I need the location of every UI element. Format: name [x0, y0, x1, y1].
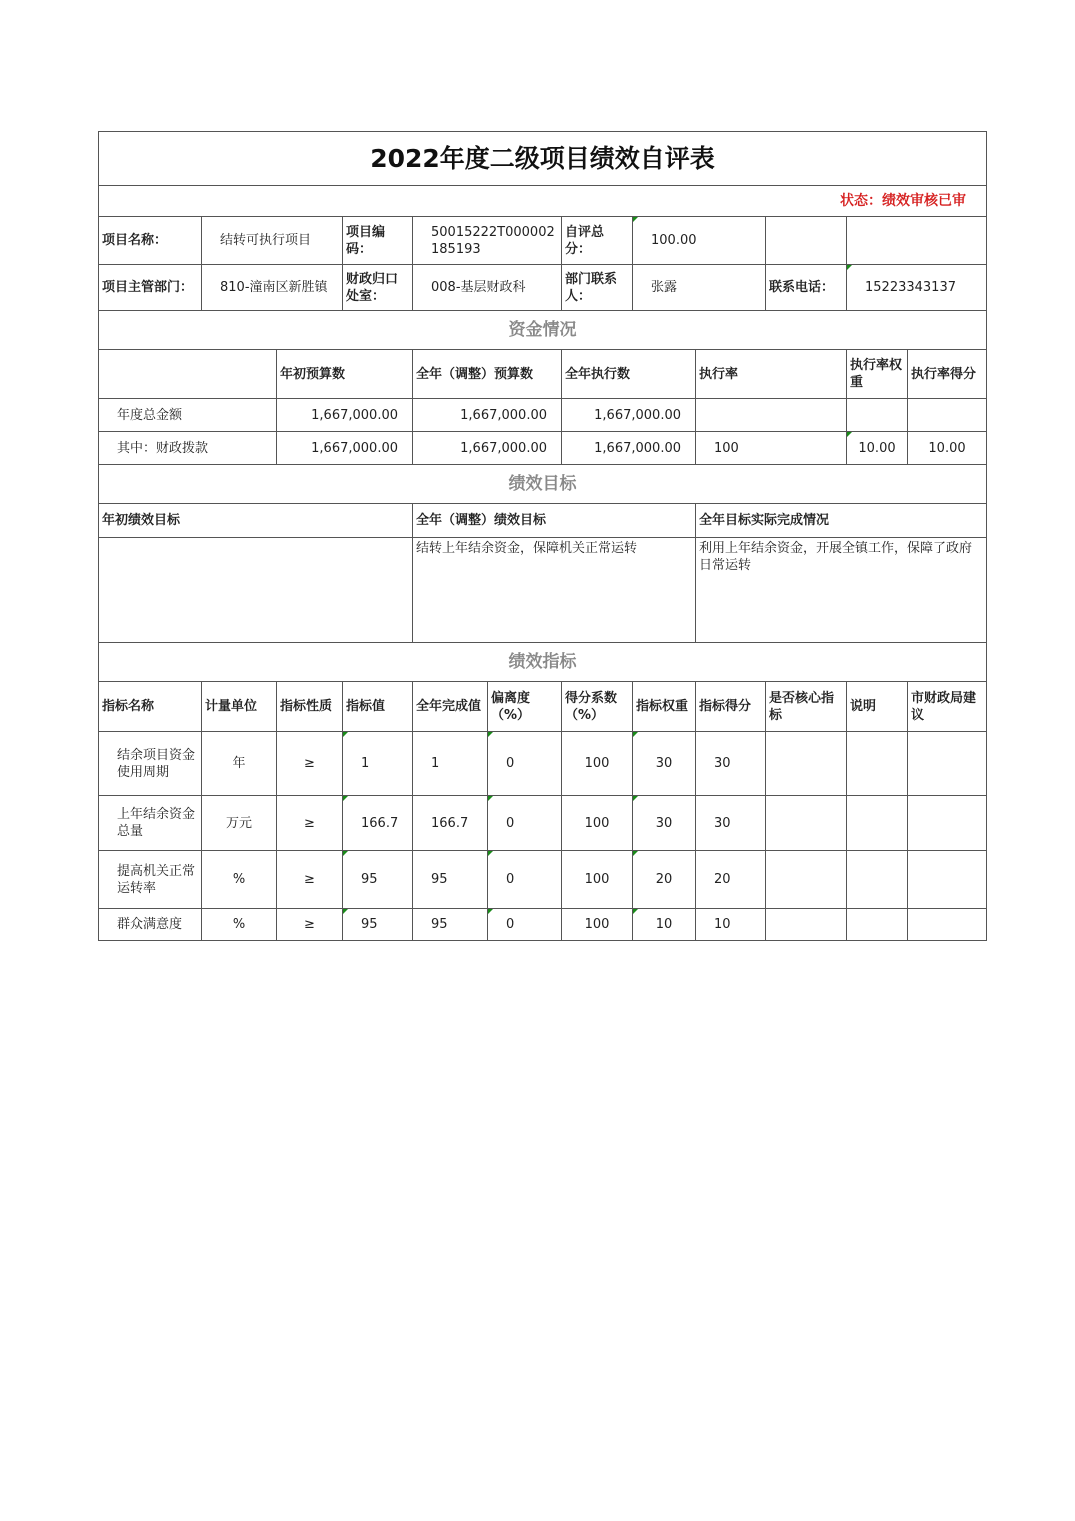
- ind-row-nature: ≥: [277, 851, 343, 909]
- goals-section-title: 绩效目标: [99, 465, 987, 504]
- ind-row-score: 20: [696, 851, 766, 909]
- funds-header-rate-weight: 执行率权重: [847, 350, 908, 399]
- ind-row-completed: 95: [413, 909, 488, 941]
- table-row: [99, 851, 987, 909]
- goals-actual-text: 利用上年结余资金，开展全镇工作，保障了政府日常运转: [696, 538, 987, 643]
- finance-office-value: 008-基层财政科: [413, 265, 562, 311]
- ind-row-deviation: 0: [488, 851, 562, 909]
- ind-header-score: 指标得分: [696, 682, 766, 732]
- ind-header-completed: 全年完成值: [413, 682, 488, 732]
- ind-header-weight: 指标权重: [633, 682, 696, 732]
- ind-row-weight: 30: [633, 796, 696, 851]
- ind-row-score: 30: [696, 796, 766, 851]
- ind-row-suggest: [908, 732, 987, 796]
- table-row: [99, 732, 987, 796]
- funds-row-executed: 1,667,000.00: [562, 432, 696, 465]
- project-code-value: 50015222T000002185193: [413, 217, 562, 265]
- ind-header-nature: 指标性质: [277, 682, 343, 732]
- ind-row-note: [847, 796, 908, 851]
- ind-row-weight: 20: [633, 851, 696, 909]
- ind-row-note: [847, 732, 908, 796]
- ind-header-value: 指标值: [343, 682, 413, 732]
- ind-row-name: 提高机关正常运转率: [99, 851, 202, 909]
- ind-row-deviation: 0: [488, 909, 562, 941]
- ind-row-score: 30: [696, 732, 766, 796]
- funds-header-rate-score: 执行率得分: [908, 350, 987, 399]
- ind-row-core: [766, 851, 847, 909]
- funds-row-initial: 1,667,000.00: [277, 399, 413, 432]
- ind-row-suggest: [908, 851, 987, 909]
- ind-row-suggest: [908, 796, 987, 851]
- ind-row-coef: 100: [562, 732, 633, 796]
- ind-row-deviation: 0: [488, 796, 562, 851]
- goals-header-actual: 全年目标实际完成情况: [696, 504, 987, 538]
- ind-row-name: 结余项目资金使用周期: [99, 732, 202, 796]
- ind-row-unit: %: [202, 851, 277, 909]
- funds-section-title: 资金情况: [99, 311, 987, 350]
- ind-row-value: 1: [343, 732, 413, 796]
- table-row: [99, 796, 987, 851]
- funds-row-adjusted: 1,667,000.00: [413, 432, 562, 465]
- phone-label: 联系电话：: [766, 265, 847, 311]
- funds-header-rate: 执行率: [696, 350, 847, 399]
- ind-row-value: 166.7: [343, 796, 413, 851]
- funds-header-initial: 年初预算数: [277, 350, 413, 399]
- contact-value: 张露: [633, 265, 766, 311]
- empty-cell: [766, 217, 847, 265]
- project-name-value: 结转可执行项目: [202, 217, 343, 265]
- ind-row-completed: 1: [413, 732, 488, 796]
- funds-row-rate: 100: [696, 432, 847, 465]
- funds-row-weight: [847, 399, 908, 432]
- phone-value: 15223343137: [847, 265, 987, 311]
- ind-header-coef: 得分系数（%）: [562, 682, 633, 732]
- ind-row-coef: 100: [562, 909, 633, 941]
- ind-row-weight: 30: [633, 732, 696, 796]
- table-row: [99, 909, 987, 941]
- ind-row-deviation: 0: [488, 732, 562, 796]
- ind-row-value: 95: [343, 909, 413, 941]
- table-row: [99, 432, 987, 465]
- self-score-label: 自评总分：: [562, 217, 633, 265]
- page-title: 2022年度二级项目绩效自评表: [99, 132, 987, 186]
- funds-header-executed: 全年执行数: [562, 350, 696, 399]
- ind-row-note: [847, 851, 908, 909]
- empty-cell: [847, 217, 987, 265]
- ind-row-name: 上年结余资金总量: [99, 796, 202, 851]
- dept-label: 项目主管部门：: [99, 265, 202, 311]
- ind-row-coef: 100: [562, 796, 633, 851]
- funds-header-blank: [99, 350, 277, 399]
- ind-header-note: 说明: [847, 682, 908, 732]
- self-score-value: 100.00: [633, 217, 766, 265]
- ind-row-name: 群众满意度: [99, 909, 202, 941]
- ind-row-coef: 100: [562, 851, 633, 909]
- goals-adjusted-text: 结转上年结余资金，保障机关正常运转: [413, 538, 696, 643]
- funds-row-name: 其中：财政拨款: [99, 432, 277, 465]
- ind-header-unit: 计量单位: [202, 682, 277, 732]
- ind-row-value: 95: [343, 851, 413, 909]
- ind-row-unit: 年: [202, 732, 277, 796]
- evaluation-sheet: [98, 131, 986, 941]
- ind-row-note: [847, 909, 908, 941]
- funds-row-initial: 1,667,000.00: [277, 432, 413, 465]
- goals-initial-text: [99, 538, 413, 643]
- ind-header-name: 指标名称: [99, 682, 202, 732]
- funds-row-adjusted: 1,667,000.00: [413, 399, 562, 432]
- goals-header-initial: 年初绩效目标: [99, 504, 413, 538]
- ind-row-core: [766, 909, 847, 941]
- funds-row-name: 年度总金额: [99, 399, 277, 432]
- ind-header-suggest: 市财政局建议: [908, 682, 987, 732]
- funds-row-score: 10.00: [908, 432, 987, 465]
- ind-row-nature: ≥: [277, 732, 343, 796]
- ind-header-core: 是否核心指标: [766, 682, 847, 732]
- ind-row-completed: 166.7: [413, 796, 488, 851]
- ind-header-deviation: 偏离度（%）: [488, 682, 562, 732]
- ind-row-unit: %: [202, 909, 277, 941]
- project-name-label: 项目名称：: [99, 217, 202, 265]
- funds-row-rate: [696, 399, 847, 432]
- goals-header-adjusted: 全年（调整）绩效目标: [413, 504, 696, 538]
- indicators-section-title: 绩效指标: [99, 643, 987, 682]
- finance-office-label: 财政归口处室：: [343, 265, 413, 311]
- ind-row-completed: 95: [413, 851, 488, 909]
- evaluation-table: [98, 131, 987, 941]
- table-row: [99, 399, 987, 432]
- status-badge: 状态：绩效审核已审: [99, 186, 987, 217]
- funds-header-adjusted: 全年（调整）预算数: [413, 350, 562, 399]
- ind-row-score: 10: [696, 909, 766, 941]
- funds-row-weight: 10.00: [847, 432, 908, 465]
- funds-row-score: [908, 399, 987, 432]
- contact-label: 部门联系人：: [562, 265, 633, 311]
- ind-row-nature: ≥: [277, 796, 343, 851]
- ind-row-core: [766, 796, 847, 851]
- ind-row-unit: 万元: [202, 796, 277, 851]
- dept-value: 810-潼南区新胜镇: [202, 265, 343, 311]
- ind-row-weight: 10: [633, 909, 696, 941]
- ind-row-nature: ≥: [277, 909, 343, 941]
- funds-row-executed: 1,667,000.00: [562, 399, 696, 432]
- ind-row-suggest: [908, 909, 987, 941]
- project-code-label: 项目编码：: [343, 217, 413, 265]
- ind-row-core: [766, 732, 847, 796]
